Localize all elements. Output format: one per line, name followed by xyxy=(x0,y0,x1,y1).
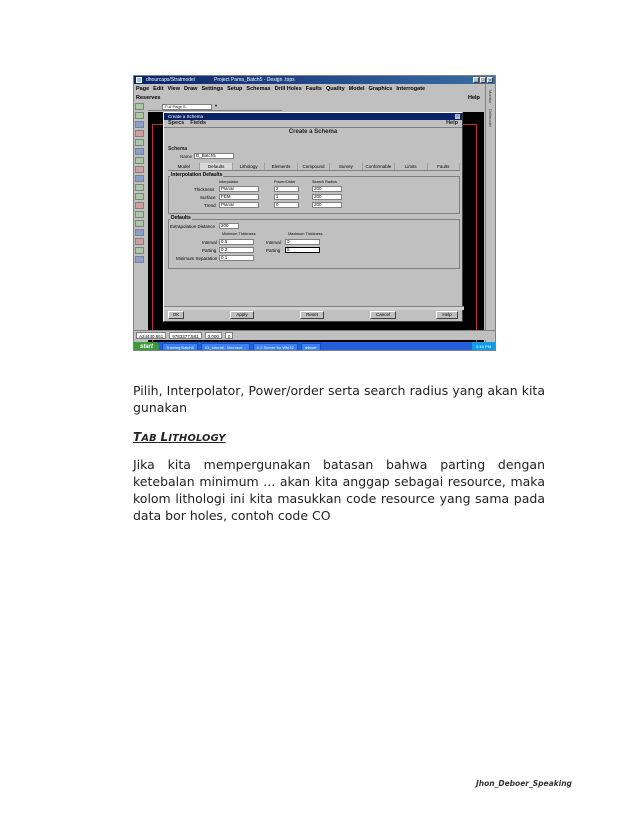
dialog-menu-help[interactable]: Help xyxy=(446,120,458,126)
name-label: Name xyxy=(180,154,193,159)
interval-label-min: Interval xyxy=(202,240,217,245)
window-controls xyxy=(473,77,493,83)
parting-label-min: Parting xyxy=(202,248,217,253)
page-footer: Jhon_Deboer_Speaking xyxy=(476,779,572,788)
main-menubar xyxy=(136,85,481,93)
status-extra: 0 xyxy=(225,332,234,339)
dialog-close-icon[interactable]: × xyxy=(456,113,459,118)
col-power-order: Power/Order xyxy=(274,180,296,184)
extrapolation-field[interactable]: 200 xyxy=(219,223,239,229)
status-z: 0.000 xyxy=(205,332,222,339)
window-title: dhourcaps/Stratmodel xyxy=(146,77,195,83)
tool-icon[interactable] xyxy=(135,148,144,155)
menu-view[interactable]: View xyxy=(167,86,180,92)
right-side-strip xyxy=(485,84,495,344)
heading-initial-l: L xyxy=(160,430,169,444)
menubar-row2 xyxy=(136,94,480,102)
strip-label-monitor[interactable]: Monitor xyxy=(488,90,493,104)
tool-icon[interactable] xyxy=(135,220,144,227)
tab-conformable[interactable]: Conformable xyxy=(363,163,395,170)
ok-button[interactable]: OK xyxy=(168,311,184,319)
taskbar-item[interactable]: 03_tutorial - Microsof... xyxy=(201,343,250,351)
reset-button[interactable]: Reset xyxy=(300,311,324,319)
paragraph-lithology: Jika kita mempergunakan batasan bahwa parting dengan ketebalan minimum ... akan kita anggap sebagai resource, maka kolom lithologi ini kita masukkan code resource yang sama pada data bor holes, contoh code CO xyxy=(133,457,545,523)
close-icon[interactable]: × xyxy=(488,77,492,82)
tool-icon[interactable] xyxy=(135,139,144,146)
schema-name-field[interactable]: D_Batch5 xyxy=(194,153,234,159)
dialog-help-button[interactable]: Help xyxy=(436,311,458,319)
heading-part-ithology: ITHOLOGY xyxy=(168,433,226,444)
row-label-thickness: Thickness xyxy=(194,187,215,192)
heading-initial-t: T xyxy=(133,430,142,444)
tool-icon[interactable] xyxy=(135,202,144,209)
minimize-icon[interactable]: _ xyxy=(474,77,478,82)
col-search-radius: Search Radius xyxy=(312,180,337,184)
defaults-group-label: Defaults xyxy=(171,215,191,221)
tool-icon[interactable] xyxy=(135,166,144,173)
menu-reserves[interactable]: Reserves xyxy=(136,95,161,101)
surface-interpolator-select[interactable]: FEM ▼ xyxy=(219,194,259,200)
interpolation-group-label: Interpolation Defaults xyxy=(171,172,223,178)
menu-faults[interactable]: Faults xyxy=(305,86,322,92)
parting-label-max: Parting xyxy=(266,248,281,253)
tab-model[interactable]: Model xyxy=(168,163,200,170)
tab-defaults[interactable]: Defaults xyxy=(200,163,232,170)
menu-settings[interactable]: Settings xyxy=(201,86,224,92)
tab-faults[interactable]: Faults xyxy=(428,163,460,170)
tab-compound[interactable]: Compound xyxy=(298,163,330,170)
menu-draw[interactable]: Draw xyxy=(183,86,198,92)
tool-icon[interactable] xyxy=(135,157,144,164)
min-separation-label: Minimum Separation xyxy=(176,256,218,261)
menu-schemas[interactable]: Schemas xyxy=(246,86,271,92)
menu-drill-holes[interactable]: Drill Holes xyxy=(274,86,302,92)
start-button[interactable]: start xyxy=(134,342,159,351)
taskbar-clock: 5:16 PM xyxy=(472,342,495,351)
tab-lithology[interactable]: Lithology xyxy=(233,163,265,170)
tool-icon[interactable] xyxy=(135,184,144,191)
menu-quality[interactable]: Quality xyxy=(325,86,345,92)
menu-page[interactable]: Page xyxy=(136,86,150,92)
dialog-title: Create a Schema xyxy=(168,114,204,119)
taskbar-item[interactable]: Training Batch5 xyxy=(162,343,198,351)
tool-icon[interactable] xyxy=(135,130,144,137)
thickness-interpolator-select[interactable]: Planar ▼ xyxy=(219,186,259,192)
trend-search-field[interactable]: 200 xyxy=(312,202,342,208)
col-interpolator: Interpolator xyxy=(219,180,239,184)
interval-label-max: Interval xyxy=(266,240,281,245)
dialog-titlebar xyxy=(164,113,462,120)
tool-icon[interactable] xyxy=(135,103,144,110)
windows-taskbar xyxy=(134,342,495,351)
tool-icon[interactable] xyxy=(135,256,144,263)
status-bar xyxy=(134,330,495,340)
schema-tabs xyxy=(168,163,460,171)
strip-label-drillmodel[interactable]: Drillmodel xyxy=(488,109,493,128)
taskbar-item[interactable]: X 2 Server for Win32 xyxy=(253,343,298,351)
menu-model[interactable]: Model xyxy=(348,86,365,92)
status-y: 9783377.581 xyxy=(169,332,201,339)
dialog-menubar xyxy=(164,120,462,127)
max-thickness-header: Maximum Thickness xyxy=(288,232,323,236)
tool-icon[interactable] xyxy=(135,193,144,200)
schema-label: Schema xyxy=(168,146,188,152)
project-title: Project Pama_Batch5 - Design .tops xyxy=(214,77,295,83)
tool-icon[interactable] xyxy=(135,112,144,119)
tool-palette xyxy=(135,103,147,283)
dialog-menu-fields[interactable]: Fields xyxy=(190,120,207,126)
row-label-trend: Trend xyxy=(204,203,216,208)
menu-interrogate[interactable]: Interrogate xyxy=(396,86,426,92)
row-label-surface: Surface xyxy=(200,195,216,200)
dialog-menu-specs[interactable]: Specs xyxy=(168,120,185,126)
dialog-scrollbar[interactable] xyxy=(164,306,464,310)
menu-edit[interactable]: Edit xyxy=(153,86,164,92)
dialog-heading: Create a Schema xyxy=(164,127,462,136)
tab-elements[interactable]: Elements xyxy=(265,163,297,170)
app-icon xyxy=(136,77,142,83)
menu-help[interactable]: Help xyxy=(468,95,480,101)
tool-icon[interactable] xyxy=(135,175,144,182)
tool-icon[interactable] xyxy=(135,238,144,245)
tool-icon[interactable] xyxy=(135,121,144,128)
min-separation-field[interactable]: 0.1 xyxy=(219,255,254,261)
parting-min-field[interactable]: 0.2 xyxy=(219,247,254,253)
status-x: A24440.651 xyxy=(136,332,166,339)
parting-max-field[interactable]: 5 xyxy=(285,247,320,253)
window-titlebar xyxy=(134,76,495,84)
thickness-search-field[interactable]: 200 xyxy=(312,186,342,192)
software-screenshot xyxy=(133,75,496,351)
maximize-icon[interactable]: □ xyxy=(481,77,485,82)
create-schema-dialog xyxy=(163,112,463,322)
section-heading-tab-lithology xyxy=(133,430,226,444)
menu-setup[interactable]: Setup xyxy=(227,86,243,92)
interval-max-field[interactable]: 0 xyxy=(285,239,320,245)
trend-power-field[interactable]: 0 xyxy=(274,202,299,208)
interval-min-field[interactable]: 0.5 xyxy=(219,239,254,245)
tool-icon[interactable] xyxy=(135,247,144,254)
taskbar-item[interactable]: ddsser xyxy=(301,343,321,351)
tab-survey[interactable]: Survey xyxy=(330,163,362,170)
min-thickness-header: Minimum Thickness xyxy=(222,232,256,236)
tool-icon[interactable] xyxy=(135,211,144,218)
surface-power-field[interactable]: 1 xyxy=(274,194,299,200)
surface-search-field[interactable]: 200 xyxy=(312,194,342,200)
view-toolbar xyxy=(148,103,282,111)
menu-graphics[interactable]: Graphics xyxy=(368,86,393,92)
cancel-button[interactable]: Cancel xyxy=(370,311,396,319)
page-view-select[interactable]: Full Page S. ▼ xyxy=(162,104,212,110)
tool-icon[interactable] xyxy=(135,229,144,236)
extrapolation-label: Extrapolation Distance xyxy=(170,224,216,229)
thickness-power-field[interactable]: 2 xyxy=(274,186,299,192)
apply-button[interactable]: Apply xyxy=(230,311,254,319)
heading-part-ab: AB xyxy=(141,433,161,444)
tab-limits[interactable]: Limits xyxy=(395,163,427,170)
trend-interpolator-select[interactable]: Planar ▼ xyxy=(219,202,259,208)
paragraph-interpolator: Pilih, Interpolator, Power/order serta search radius yang akan kita gunakan xyxy=(133,383,545,415)
